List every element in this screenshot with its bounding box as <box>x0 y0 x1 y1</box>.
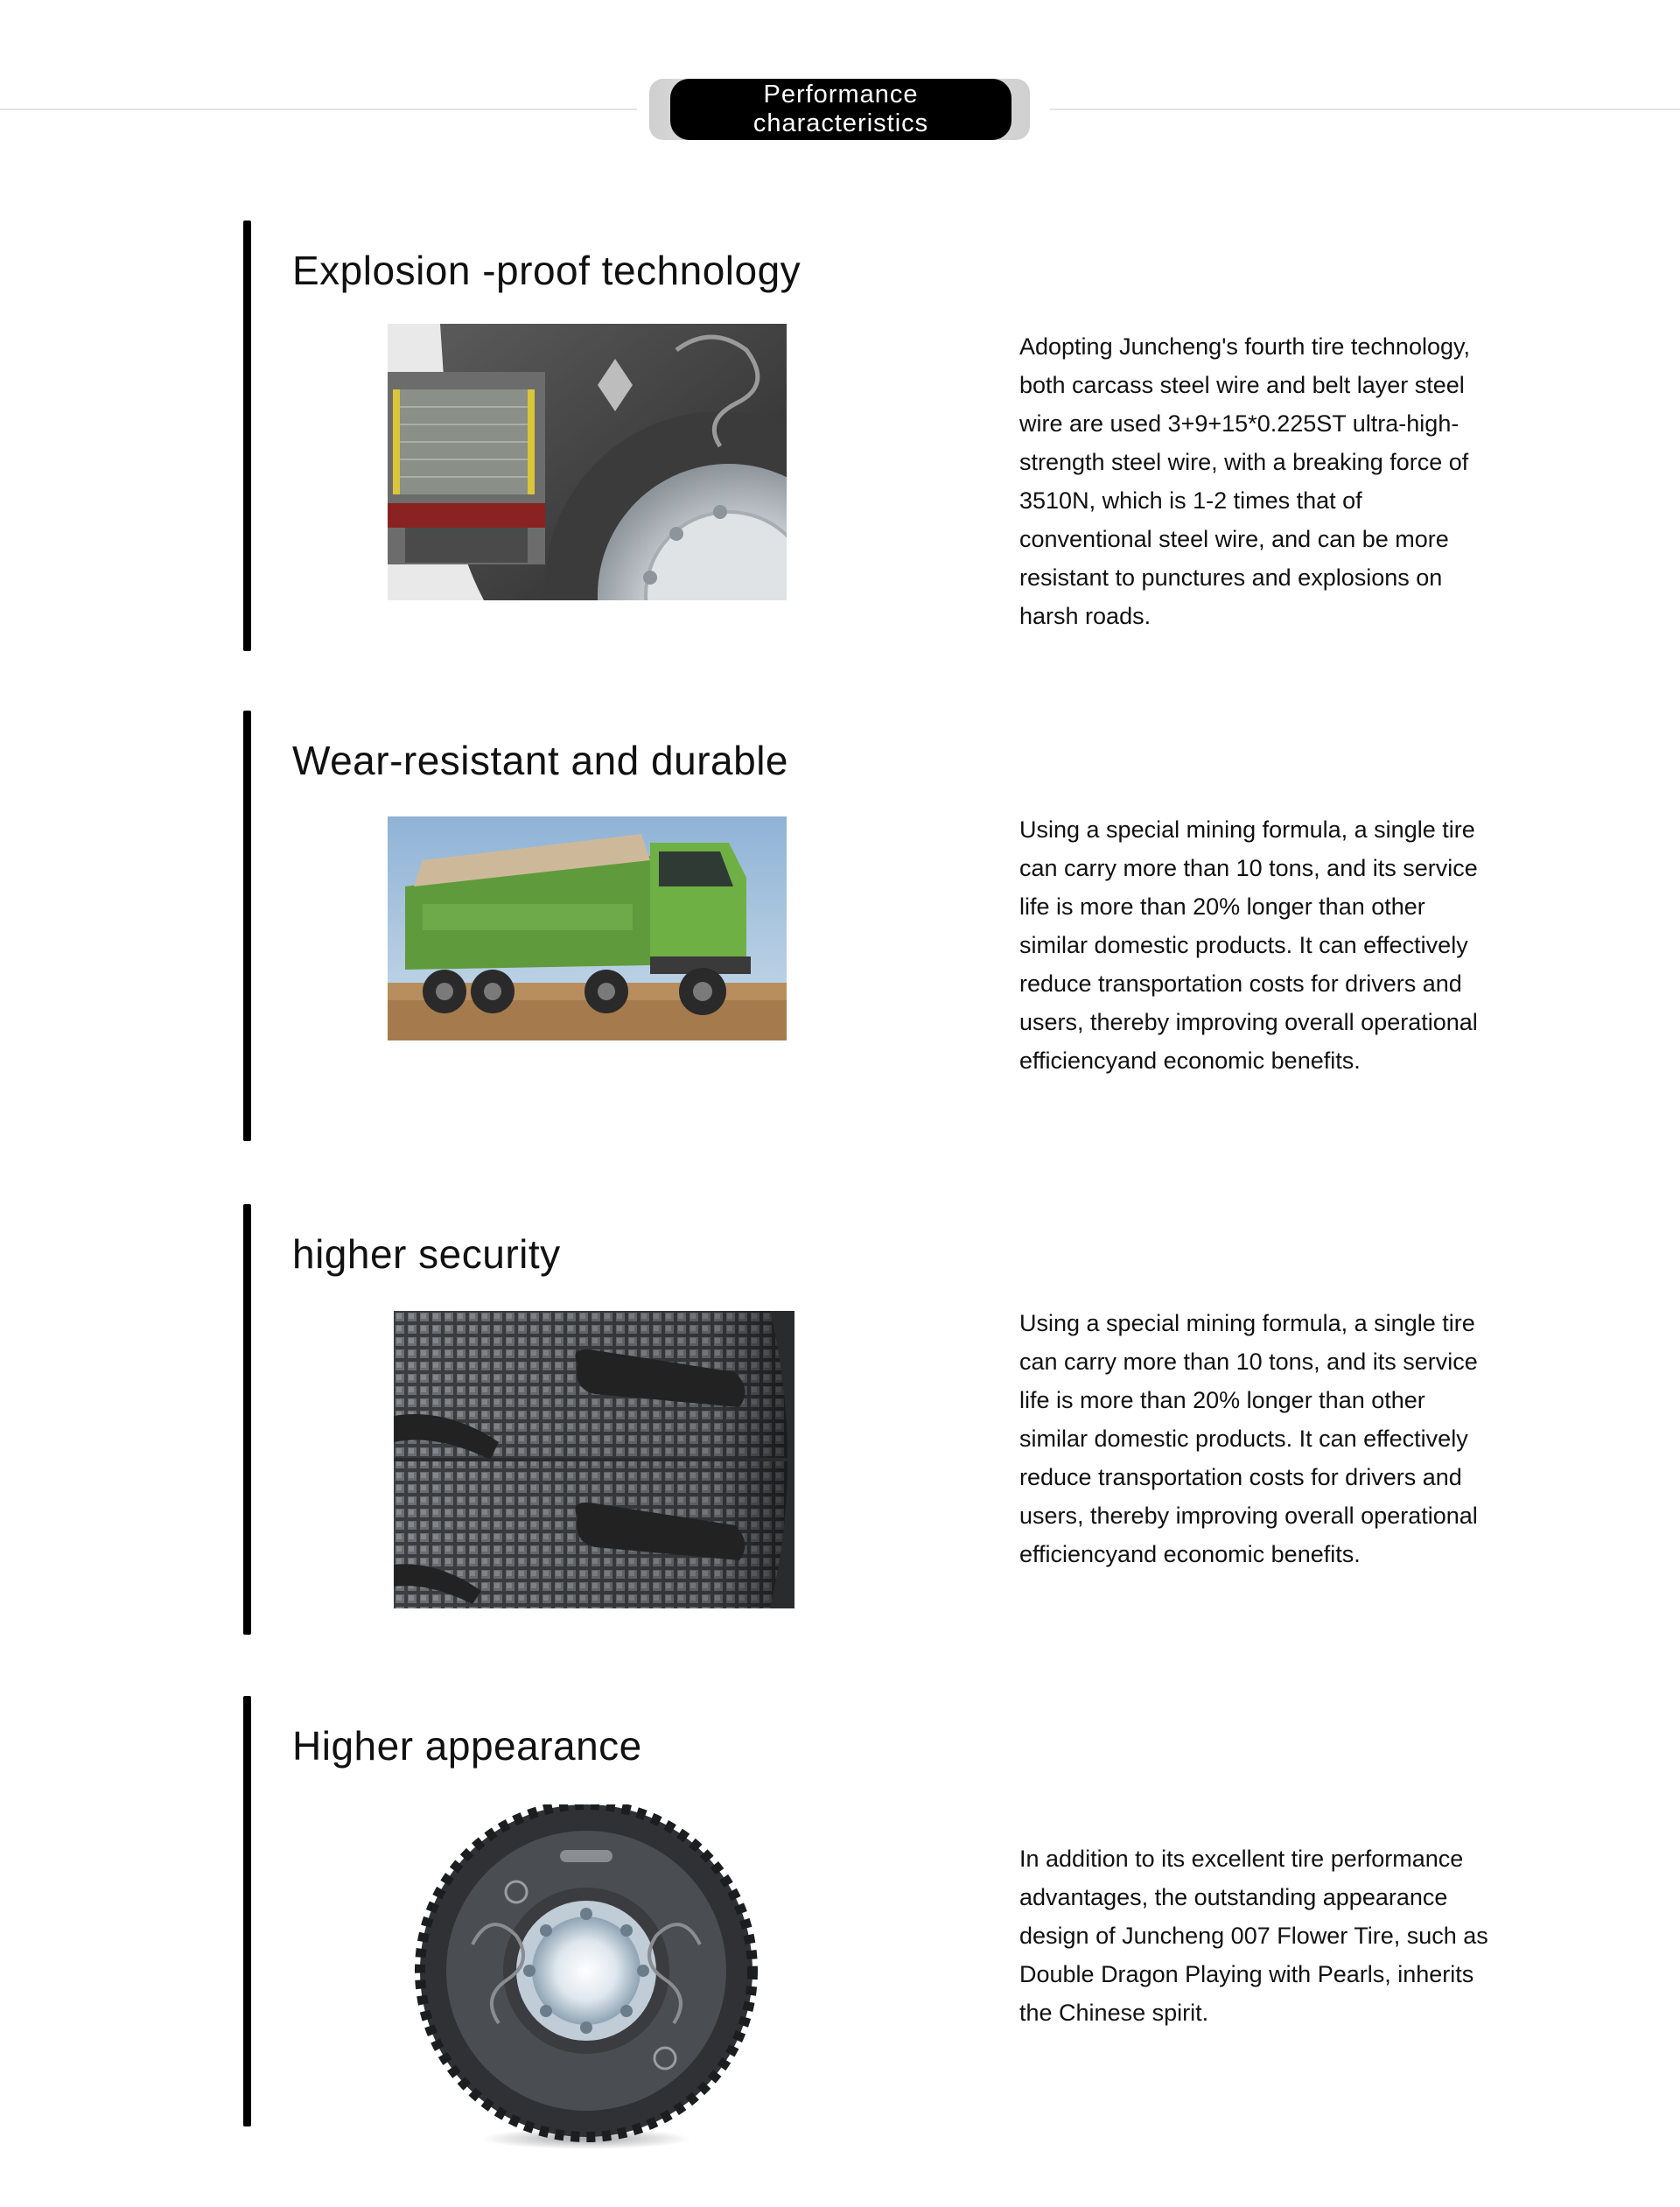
mining-truck-image <box>388 816 787 1040</box>
feature-title: Higher appearance <box>292 1723 642 1769</box>
tire-tread-closeup-image <box>394 1311 794 1608</box>
feature-description: Using a special mining formula, a single tire can carry more than 10 tons, and its service life is more than 20% longer than other similar domestic products. It can effectively reduce transportation costs for drivers and users, thereby improving overall operational efficiencyand economic benefits. <box>1019 1310 1478 1567</box>
badge-line-2: characteristics <box>752 109 929 137</box>
header-rule-right <box>1050 109 1680 110</box>
juncheng-007-tire-image <box>411 1804 761 2154</box>
feature-description: Using a special mining formula, a single tire can carry more than 10 tons, and its service life is more than 20% longer than other similar domestic products. It can effectively reduce transportation costs for drivers and users, thereby improving overall operational efficiencyand economic benefits. <box>1019 816 1478 1074</box>
feature-title: higher security <box>292 1231 561 1277</box>
tire-cutaway-image <box>388 324 787 600</box>
badge-line-1: Performance <box>763 81 919 109</box>
feature-wear-resistant <box>0 711 1680 1143</box>
feature-explosion-proof <box>0 221 1680 653</box>
feature-higher-appearance <box>0 1696 1680 2128</box>
feature-title: Explosion -proof technology <box>292 248 802 293</box>
section-accent-bar <box>243 221 251 651</box>
feature-description: Adopting Juncheng's fourth tire technology, both carcass steel wire and belt layer steel wire are used 3+9+15*0.225ST ultra-high-strength steel wire, with a breaking force of 3510N, which is 1-2 times that of conventional steel wire, and can be more resistant to punctures and explosions on harsh roads. <box>1019 333 1470 629</box>
section-title-badge <box>670 79 1012 140</box>
feature-title: Wear-resistant and durable <box>292 738 788 783</box>
header-rule-left <box>0 109 637 110</box>
section-accent-bar <box>243 1204 251 1635</box>
feature-description: In addition to its excellent tire performance advantages, the outstanding appearance design of Juncheng 007 Flower Tire, such as Double Dragon Playing with Pearls, inherits the Chinese spirit. <box>1019 1846 1488 2026</box>
feature-higher-security <box>0 1204 1680 1636</box>
section-accent-bar <box>243 1696 251 2126</box>
section-accent-bar <box>243 711 251 1141</box>
